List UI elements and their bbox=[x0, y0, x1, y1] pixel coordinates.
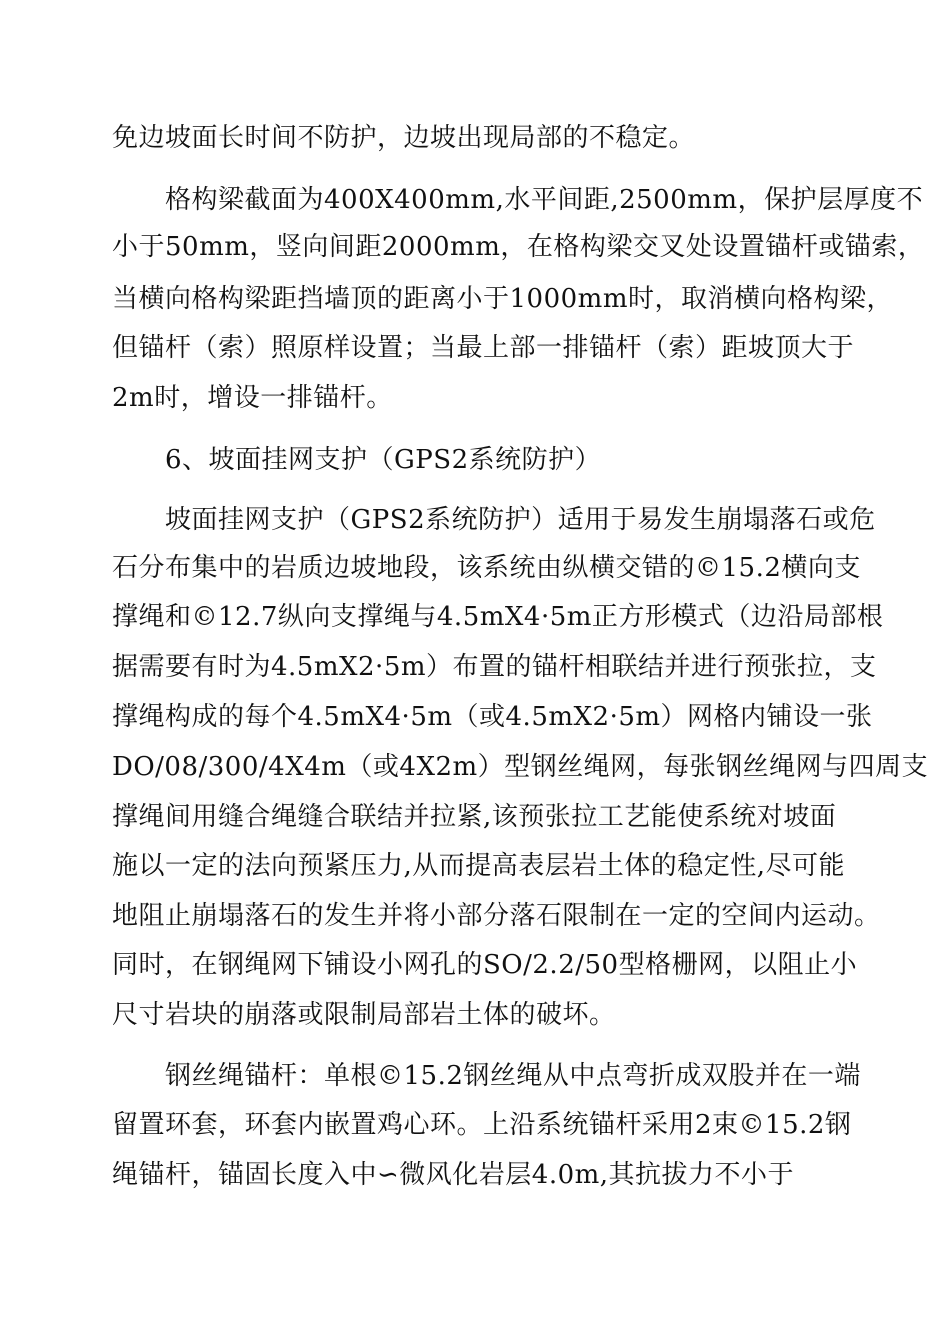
text-line-3: 小于50mm，竖向间距2000mm，在格构梁交叉处设置锚杆或锚索， bbox=[112, 232, 925, 262]
text-line-6: 2m时，增设一排锚杆。 bbox=[112, 383, 393, 413]
text-line-9: 石分布集中的岩质边坡地段，该系统由纵横交错的©15.2横向支 bbox=[112, 553, 861, 583]
text-line-10: 撑绳和©12.7纵向支撑绳与4.5mX4·5m正方形模式（边沿局部根 bbox=[112, 602, 884, 632]
text-line-5: 但锚杆（索）照原样设置；当最上部一排锚杆（索）距坡顶大于 bbox=[112, 333, 855, 363]
section-heading: 6、坡面挂网支护（GPS2系统防护） bbox=[165, 445, 602, 475]
text-line-16: 地阻止崩塌落石的发生并将小部分落石限制在一定的空间内运动。 bbox=[112, 901, 881, 931]
text-line-21: 绳锚杆，锚固长度入中∽微风化岩层4.0m,其抗拔力不小于 bbox=[112, 1160, 795, 1190]
text-line-17: 同时，在钢绳网下铺设小网孔的SO/2.2/50型格栅网，以阻止小 bbox=[112, 950, 858, 980]
text-line-12: 撑绳构成的每个4.5mX4·5m（或4.5mX2·5m）网格内铺设一张 bbox=[112, 702, 873, 732]
text-line-15: 施以一定的法向预紧压力,从而提高表层岩土体的稳定性,尽可能 bbox=[112, 851, 846, 881]
text-line-18: 尺寸岩块的崩落或限制局部岩土体的破坏。 bbox=[112, 1000, 616, 1030]
text-line-11: 据需要有时为4.5mX2·5m）布置的锚杆相联结并进行预张拉，支 bbox=[112, 652, 877, 682]
text-line-20: 留置环套，环套内嵌置鸡心环。上沿系统锚杆采用2束©15.2钢 bbox=[112, 1110, 852, 1140]
text-line-8: 坡面挂网支护（GPS2系统防护）适用于易发生崩塌落石或危 bbox=[165, 505, 876, 535]
text-line-13: DO/08/300/4X4m（或4X2m）型钢丝绳网，每张钢丝绳网与四周支 bbox=[112, 752, 929, 782]
text-line-2: 格构梁截面为400X400mm,水平间距,2500mm，保护层厚度不 bbox=[165, 185, 924, 215]
text-line-1: 免边坡面长时间不防护，边坡出现局部的不稳定。 bbox=[112, 123, 696, 153]
text-line-14: 撑绳间用缝合绳缝合联结并拉紧,该预张拉工艺能使系统对坡面 bbox=[112, 802, 837, 832]
text-line-19: 钢丝绳锚杆：单根©15.2钢丝绳从中点弯折成双股并在一端 bbox=[165, 1061, 861, 1091]
text-line-4: 当横向格构梁距挡墙顶的距离小于1000mm时，取消横向格构梁， bbox=[112, 284, 893, 314]
